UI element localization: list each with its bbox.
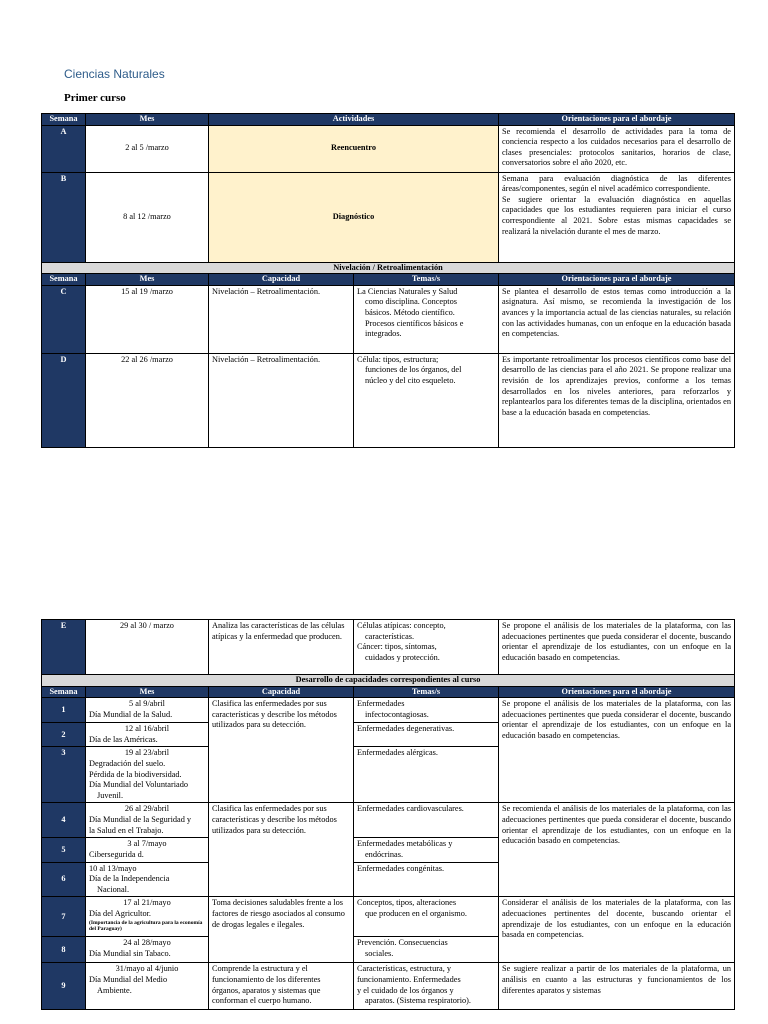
week-label: 6 [42, 862, 86, 897]
topic-line: Célula: tipos, estructura; [357, 354, 439, 364]
section-row [42, 262, 735, 274]
schedule-table-2 [41, 619, 735, 1010]
topic-line: Enfermedades metabólicas y [357, 839, 453, 849]
capacity-cell: Comprende la estructura y el funcionamiento de los diferentes órganos, aparatos y sistemas que conforman el cuerpo humano. [209, 963, 354, 1010]
month-event: Día Mundial sin Tabaco. [89, 948, 171, 958]
week-label: 8 [42, 937, 86, 963]
subject-title: Ciencias Naturales [64, 67, 165, 81]
capacity-cell: Nivelación – Retroalimentación. [209, 285, 354, 353]
topic-line: que producen en el organismo. [365, 908, 467, 918]
table-header-row [42, 114, 735, 126]
topic-line: núcleo y del cito esqueleto. [365, 376, 456, 386]
capacity-cell: Clasifica las enfermedades por sus características y describe los métodos utilizados para su detección. [209, 803, 354, 897]
topic-line: básicos. Método científico. [365, 308, 455, 318]
topics-cell: Enfermedades degenerativas. [354, 723, 499, 747]
capacity-cell: Toma decisiones saludables frente a los factores de riesgo asociados al consumo de drogas legales e ilegales. [209, 897, 354, 963]
week-label: 2 [42, 723, 86, 747]
topic-line: sociales. [365, 948, 394, 958]
header-semana: Semana [42, 114, 86, 126]
topic-line: endócrinas. [365, 849, 404, 859]
month-cell: 8 al 12 /marzo [86, 172, 209, 262]
table-row [42, 803, 735, 838]
month-cell: 22 al 26 /marzo [86, 353, 209, 447]
topics-cell: Enfermedades alérgicas. [354, 747, 499, 803]
table-row [42, 353, 735, 447]
week-label: A [42, 125, 86, 172]
table-row [42, 285, 735, 353]
header-actividades: Actividades [209, 114, 499, 126]
topic-line: infectocontagiosas. [365, 709, 429, 719]
orientation-cell: Es importante retroalimentar los procesos científicos como base del desarrollo de las ciencias para el año 2021. Se propone realizar una revisión de los aprendizajes previos, conforme a los temas desarrollados en los niveles anteriores, para reforzarlos y replantearlos para los diferentes temas de la disciplina, orientados en base a la educación basada en competencias. [499, 353, 735, 447]
week-label: 1 [42, 698, 86, 723]
month-event: Nacional. [97, 884, 130, 894]
topics-cell [354, 285, 499, 353]
month-event: Degradación del suelo. [89, 759, 166, 769]
week-label: 5 [42, 838, 86, 862]
topics-cell [354, 353, 499, 447]
table-row [42, 172, 735, 262]
week-label: 3 [42, 747, 86, 803]
header-semana: Semana [42, 686, 86, 698]
capacity-cell: Clasifica las enfermedades por sus características y describe los métodos utilizados para su detección. [209, 698, 354, 803]
orientation-text: Semana para evaluación diagnóstica de las diferentes áreas/componentes, según el nivel académico correspondiente. [502, 173, 731, 194]
activity-cell: Reencuentro [209, 125, 499, 172]
month-cell [86, 963, 209, 1010]
header-mes: Mes [86, 114, 209, 126]
month-date: 12 al 16/abril [124, 724, 170, 734]
header-temas: Temas/s [354, 274, 499, 286]
month-date: 5 al 9/abril [129, 699, 165, 709]
topic-line: como disciplina. Conceptos [365, 297, 457, 307]
orientation-cell: Considerar el análisis de los materiales de la plataforma, con las adecuaciones pertinentes del docente, buscando orientar el aprendizaje de los estudiantes, con un enfoque en la educación basada en competencias. [499, 897, 735, 963]
table-header-row [42, 274, 735, 286]
topic-line: Prevención. Consecuencias [357, 938, 448, 948]
week-label: 7 [42, 897, 86, 937]
month-note: (Importancia de la agricultura para la economía del Paraguay) [89, 919, 203, 932]
topics-cell [354, 897, 499, 937]
week-label: C [42, 285, 86, 353]
topic-line: Características, estructura, y [357, 964, 451, 974]
month-cell: 2 al 5 /marzo [86, 125, 209, 172]
topics-cell [354, 838, 499, 862]
header-temas: Temas/s [354, 686, 499, 698]
topic-line: Células atípicas: concepto, [357, 621, 446, 630]
month-event: Día Mundial del Voluntariado [89, 780, 189, 790]
section-title: Desarrollo de capacidades correspondientes al curso [42, 675, 735, 687]
orientation-cell: Se recomienda el análisis de los materiales de la plataforma, con las adecuaciones pertinentes que pueda considerar el docente, buscando orientar el aprendizaje de los estudiantes, con un enfoque en la educación basado en competencias. [499, 803, 735, 897]
orientation-cell: Se propone el análisis de los materiales de la plataforma, con las adecuaciones pertinentes que pueda considerar el docente, buscando orientar el aprendizaje de los estudiantes, con un enfoque en la educación basado en competencias. [499, 698, 735, 803]
month-event: Día del Agricultor. [89, 908, 151, 918]
month-cell [86, 698, 209, 723]
topic-line: Enfermedades [357, 699, 405, 709]
table-row [42, 897, 735, 937]
activity-cell: Diagnóstico [209, 172, 499, 262]
month-cell [86, 897, 209, 937]
month-event: Día Mundial de la Salud. [89, 709, 173, 719]
topics-cell [354, 937, 499, 963]
capacity-cell: Nivelación – Retroalimentación. [209, 353, 354, 447]
topic-line: Procesos científicos básicos e [365, 318, 464, 328]
month-event: Día Mundial de la Seguridad y [89, 815, 192, 825]
orientation-cell: Se plantea el desarrollo de estos temas como introducción a la asignatura. Así mismo, se recomienda la investigación de los avances y la importancia actual de las ciencias naturales, su relación con las actividades humanas, con un enfoque en la educación basada en competencias. [499, 285, 735, 353]
schedule-table-1 [41, 113, 735, 448]
header-mes: Mes [86, 274, 209, 286]
table-header-row [42, 686, 735, 698]
header-orientaciones: Orientaciones para el abordaje [499, 686, 735, 698]
topic-line: aparatos. (Sistema respiratorio). [365, 996, 471, 1006]
week-label: 9 [42, 963, 86, 1010]
header-mes: Mes [86, 686, 209, 698]
topics-cell [354, 963, 499, 1010]
month-cell [86, 862, 209, 897]
month-date: 3 al 7/mayo [127, 839, 167, 849]
header-orientaciones: Orientaciones para el abordaje [499, 114, 735, 126]
month-event: Día Mundial del Medio [89, 974, 168, 984]
capacity-cell: Analiza las características de las células atípicas y la enfermedad que producen. [209, 620, 354, 675]
topic-line: cuidados y protección. [365, 652, 440, 662]
header-capacidad: Capacidad [209, 686, 354, 698]
topic-line: Cáncer: tipos, síntomas, [357, 642, 437, 652]
table-row [42, 698, 735, 723]
topics-cell [354, 698, 499, 723]
month-event: Juvenil. [97, 790, 124, 800]
header-orientaciones: Orientaciones para el abordaje [499, 274, 735, 286]
month-event: Ambiente. [97, 985, 132, 995]
topics-cell [354, 620, 499, 675]
month-event: Pérdida de la biodiversidad. [89, 769, 182, 779]
week-label: 4 [42, 803, 86, 838]
month-date: 26 al 29/abril [124, 804, 170, 814]
week-label: E [42, 620, 86, 675]
month-cell [86, 723, 209, 747]
header-capacidad: Capacidad [209, 274, 354, 286]
section-row [42, 675, 735, 687]
table-row [42, 125, 735, 172]
orientation-cell: Se recomienda el desarrollo de actividades para la toma de conciencia respecto a los cuidados necesarios para el desarrollo de clases presenciales: protocolos sanitarios, horarios de clase, conversatorios sobre el año 2020, etc. [499, 125, 735, 172]
topics-cell: Enfermedades congénitas. [354, 862, 499, 897]
month-date: 17 al 21/mayo [123, 898, 171, 908]
month-cell [86, 747, 209, 803]
month-cell: 29 al 30 / marzo [86, 620, 209, 675]
month-event: la Salud en el Trabajo. [89, 825, 164, 835]
topic-line: y el cuidado de los órganos y [357, 985, 454, 995]
month-date: 10 al 13/mayo [89, 863, 137, 873]
topic-line: integrados. [365, 329, 402, 339]
course-title: Primer curso [64, 92, 126, 104]
month-date: 24 al 28/mayo [123, 938, 171, 948]
topic-line: La Ciencias Naturales y Salud [357, 286, 458, 296]
orientation-cell [499, 172, 735, 262]
orientation-text: Se sugiere orientar la evaluación diagnóstica en aquellas capacidades que los estudiantes requieren para iniciar el curso correspondiente al 2021. Sobre estas mismas capacidades se realizará la nivelación durante el mes de marzo. [502, 194, 731, 236]
month-cell [86, 838, 209, 862]
section-title: Nivelación / Retroalimentación [42, 262, 735, 274]
orientation-cell: Se propone el análisis de los materiales de la plataforma, con las adecuaciones pertinentes que pueda considerar el docente, buscando orientar el aprendizaje de los estudiantes, con un enfoque en la educación basado en competencias. [499, 620, 735, 675]
topic-line: funcionamiento. Enfermedades [357, 974, 461, 984]
topic-line: funciones de los órganos, del [365, 365, 462, 375]
topics-cell: Enfermedades cardiovasculares. [354, 803, 499, 838]
month-date: 19 al 23/abril [124, 748, 170, 758]
table-row [42, 620, 735, 675]
table-row [42, 963, 735, 1010]
month-event: Cibersegurida d. [89, 849, 144, 859]
topic-line: características. [365, 631, 415, 641]
month-event: Día de la Independencia [89, 874, 170, 884]
topic-line: Conceptos, tipos, alteraciones [357, 898, 457, 908]
month-cell: 15 al 19 /marzo [86, 285, 209, 353]
header-semana: Semana [42, 274, 86, 286]
week-label: D [42, 353, 86, 447]
month-cell [86, 803, 209, 838]
month-date: 31/mayo al 4/junio [115, 964, 179, 974]
week-label: B [42, 172, 86, 262]
orientation-cell: Se sugiere realizar a partir de los materiales de la plataforma, un análisis en cuanto a las estructuras y funcionamientos de los diferentes aparatos y sistemas [499, 963, 735, 1010]
month-cell [86, 937, 209, 963]
month-event: Día de las Américas. [89, 734, 158, 744]
